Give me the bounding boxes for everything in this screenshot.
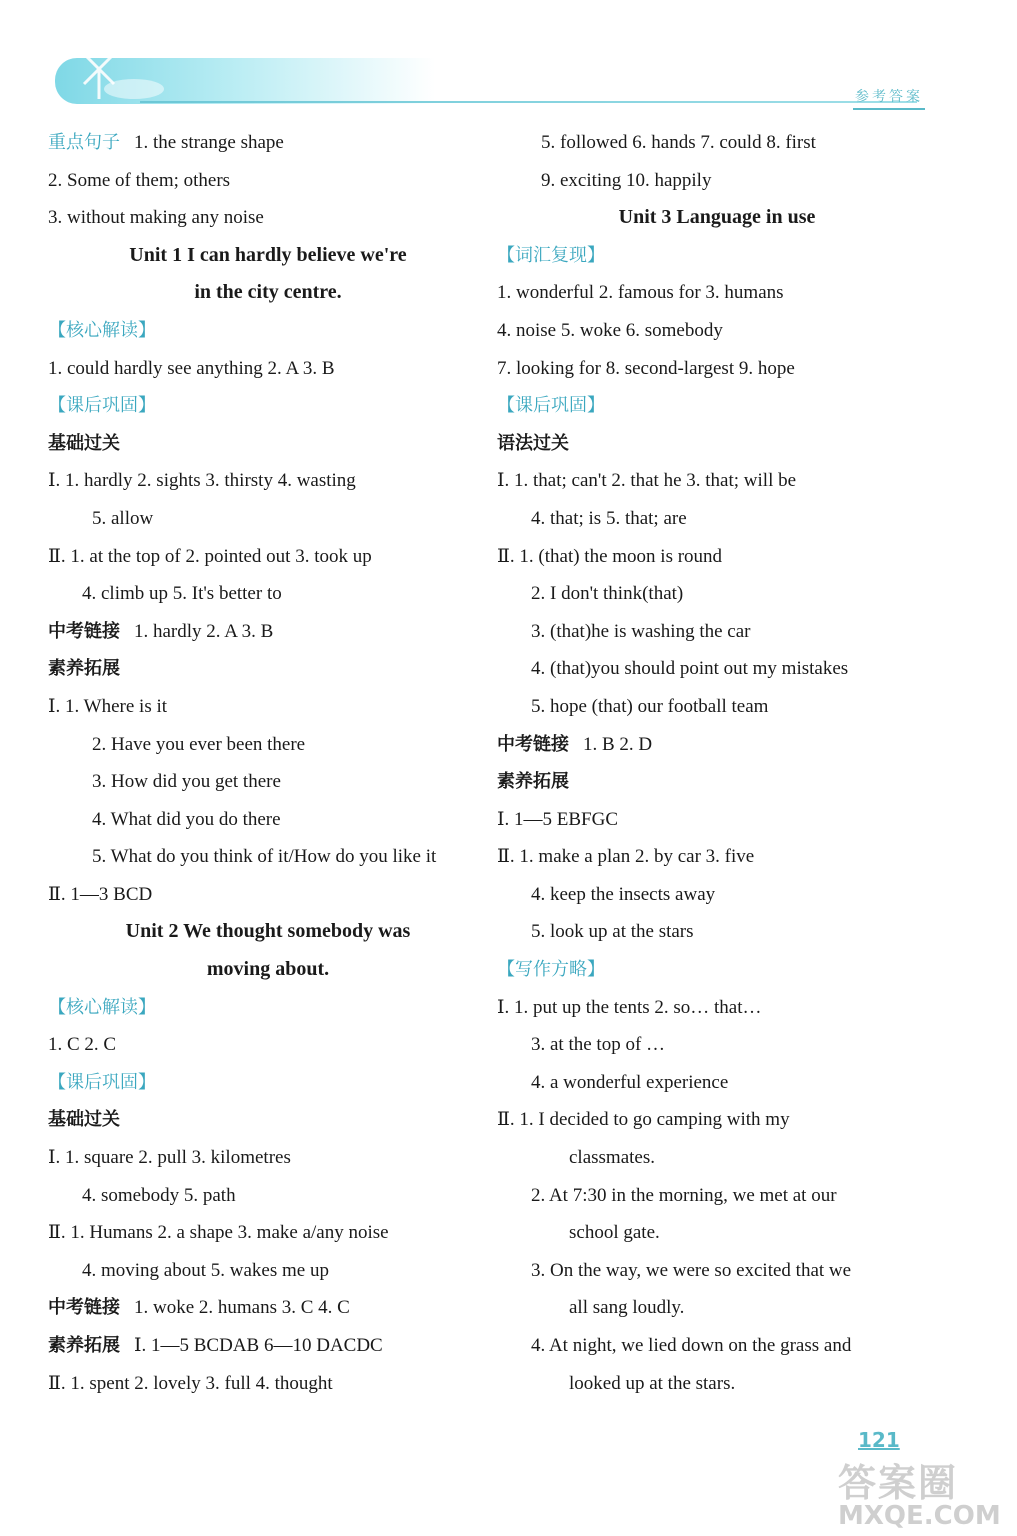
answer-line: Ⅱ. 1. make a plan 2. by car 3. five [497,846,755,868]
unit-heading: Unit 2 We thought somebody was [125,920,411,943]
answer-line: 2. I don't think(that) [531,583,684,605]
answer-line: 4. (that)you should point out my mistakes [531,658,849,680]
right-column [497,124,937,1402]
answer-line: 4. climb up 5. It's better to [82,583,282,605]
unit-heading: Unit 3 Language in use [618,206,816,229]
watermark-logo-text: 答案圈 [838,1461,959,1505]
answer-text: 1. the strange shape [134,132,284,153]
answer-line: classmates. [569,1147,656,1169]
answer-line: 4. somebody 5. path [82,1184,236,1206]
answer-line: 4. At night, we lied down on the grass and [531,1335,852,1356]
answer-line: Ⅰ. 1. hardly 2. sights 3. thirsty 4. wasting [48,470,356,492]
answer-line: Ⅰ. 1. that; can't 2. that he 3. that; will be [497,470,797,492]
answer-line: Ⅱ. 1. I decided to go camping with my [497,1109,790,1131]
header-section-label: 参考答案 [853,86,925,110]
answer-line: 7. looking for 8. second-largest 9. hope [497,357,795,379]
answer-line: 2. Have you ever been there [92,733,306,755]
answer-line: 4. that; is 5. that; are [531,507,687,529]
answer-text: 1. woke 2. humans 3. C 4. C [134,1297,350,1319]
answer-line: 1. wonderful 2. famous for 3. humans [497,282,784,304]
answer-line: Ⅰ. 1. put up the tents 2. so… that… [497,996,762,1018]
answer-text: 1. hardly 2. A 3. B [134,620,274,642]
unit-heading: moving about. [206,958,330,981]
answer-line: 3. (that)he is washing the car [531,620,751,642]
answer-line: 2. At 7:30 in the morning, we met at our [531,1184,837,1206]
section-tag: 重点句子 [48,132,120,153]
answer-line: 2. Some of them; others [48,169,231,191]
answer-line: 5. followed 6. hands 7. could 8. first [541,132,816,153]
windmill-logo-icon [64,44,174,104]
section-heading: 中考链接 [48,1297,120,1319]
answer-line: 3. without making any noise [48,207,264,229]
section-tag: 【课后巩固】 [48,395,156,417]
section-tag: 【核心解读】 [48,996,156,1018]
answer-text: 1. B 2. D [583,733,653,755]
section-tag: 【课后巩固】 [48,1071,156,1093]
page-number: 121 [858,1428,900,1452]
answer-line: 1. could hardly see anything 2. A 3. B [48,357,335,379]
answer-line: Ⅱ. 1. Humans 2. a shape 3. make a/any noise [48,1222,389,1244]
answer-line [48,1289,488,1327]
answer-line: Ⅰ. 1. square 2. pull 3. kilometres [48,1147,291,1169]
answer-text: Ⅰ. 1—5 BCDAB 6—10 DACDC [134,1335,383,1356]
answer-line: 9. exciting 10. happily [541,169,712,191]
answer-line: 5. hope (that) our football team [531,695,769,717]
section-tag: 【词汇复现】 [497,244,605,266]
answer-line: Ⅱ. 1. spent 2. lovely 3. full 4. thought [48,1372,333,1394]
left-column [48,124,488,1402]
section-heading: 素养拓展 [48,1335,120,1356]
answer-line: 3. at the top of … [531,1034,666,1056]
section-heading: 基础过关 [48,432,120,454]
answer-line: 4. keep the insects away [531,883,716,905]
watermark-url: MXQE.COM [838,1501,1001,1531]
section-tag: 【课后巩固】 [497,395,605,417]
answer-line: 3. How did you get there [92,771,281,793]
answer-line: Ⅱ. 1. at the top of 2. pointed out 3. took up [48,545,372,567]
answer-line: Ⅱ. 1—3 BCD [48,883,153,905]
answer-line [48,1327,488,1365]
section-heading: 中考链接 [497,733,569,755]
answer-line: Ⅱ. 1. (that) the moon is round [497,545,723,567]
answer-line: 4. noise 5. woke 6. somebody [497,319,723,341]
header-rule [140,101,917,103]
answer-line: school gate. [569,1222,660,1244]
answer-line: 1. C 2. C [48,1034,117,1056]
section-heading: 基础过关 [48,1109,120,1131]
answer-line: 5. allow [92,507,154,529]
answer-line: all sang loudly. [569,1297,685,1319]
answer-line: 3. On the way, we were so excited that we [531,1259,852,1281]
answer-line [48,613,488,651]
section-heading: 素养拓展 [48,658,120,680]
answer-line [497,726,937,764]
answer-line: 4. a wonderful experience [531,1071,729,1093]
answer-line: Ⅰ. 1. Where is it [48,695,168,717]
answer-line: 4. What did you do there [92,808,281,830]
section-heading: 中考链接 [48,620,120,642]
answer-line: 5. What do you think of it/How do you like it [92,846,437,868]
unit-heading: Unit 1 I can hardly believe we're [129,243,407,266]
section-tag: 【写作方略】 [497,959,605,981]
answer-line: 4. moving about 5. wakes me up [82,1259,329,1281]
watermark [838,1452,1008,1532]
answer-line: Ⅰ. 1—5 EBFGC [497,808,618,830]
section-heading: 语法过关 [497,432,569,454]
section-heading: 素养拓展 [497,771,569,793]
answer-line: 5. look up at the stars [531,921,694,943]
section-tag: 【核心解读】 [48,319,156,341]
answer-line [48,124,488,162]
unit-heading: in the city centre. [194,281,342,304]
answer-line: looked up at the stars. [569,1372,736,1394]
